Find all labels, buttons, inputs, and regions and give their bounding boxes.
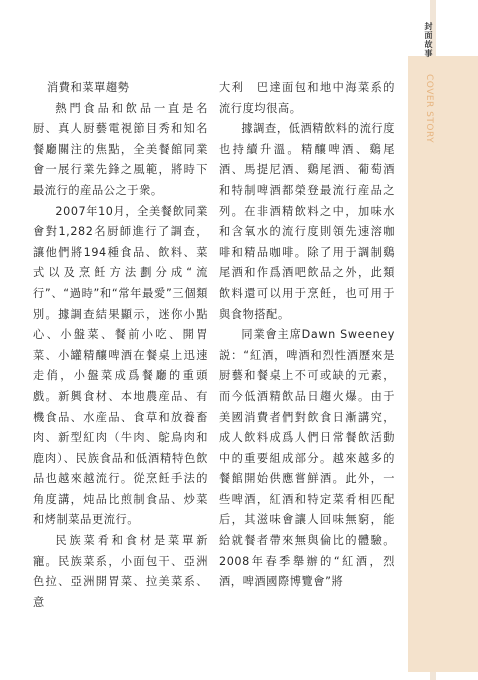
section-title-en: COVER STORY <box>424 74 434 144</box>
section-title-zh: 封面故事 <box>424 22 433 58</box>
paragraph: 據調查，低酒精飲料的流行度也持續升溫。精釀啤酒、鷄尾酒、馬提尼酒、鷄尾酒、葡萄酒和特制啤酒都榮登最流行産品之列。在非酒精飲料之中，加味水和含氧水的流行度則領先速溶咖啡和精品咖啡。除了用于調制鷄尾酒和作爲酒吧飲品之外，此類飲料還可以用于烹飪，也可用于與食物搭配。 <box>219 122 395 321</box>
paragraph: 大利 巴達面包和地中海菜系的流行度均很高。 <box>219 81 395 115</box>
paragraph: 2007年10月，全美餐飲同業會對1,282名厨師進行了調查，讓他們將194種食品、飲料、菜式以及烹飪方法劃分成“流行”、“過時”和“常年最愛”三個類別。據調查結果顯示，迷你小點心、小盤菜、餐前小吃、開胃菜、小罐精釀啤酒在餐桌上迅速走俏，小盤菜成爲餐廳的重頭戲。新興食材、本地農産品、有機食品、水産品、食草和放養畜肉、新型紅肉（牛肉、鴕鳥肉和鹿肉）、民族食品和低酒精特色飲品也越來越流行。從烹飪手法的角度講，炖品比煎制食品、炒菜和烤制菜品更流行。 <box>33 204 208 527</box>
paragraph: 同業會主席Dawn Sweeney説：“紅酒，啤酒和烈性酒歷來是厨藝和餐桌上不可或缺的元素，而今低酒精飲品日趨火爆。由于美國消費者們對飲食日漸講究，成人飲料成爲人們日常餐飲活動中的重要組成部分。越來越多的餐館開始供應嘗鮮酒。此外，一些啤酒，紅酒和特定菜肴相匹配后，其滋味會讓人回味無窮，能給就餐者帶來無與倫比的體驗。2008年春季舉辦的“紅酒，烈酒，啤酒國際博覽會”將 <box>219 328 395 589</box>
subheading: 消費和菜單趨勢 <box>47 81 130 94</box>
left-column <box>33 78 208 613</box>
section-sidebar <box>408 56 478 672</box>
paragraph: 民族菜肴和食材是菜單新寵。民族菜系，小面包干、亞洲色拉、亞洲開胃菜、拉美菜系、意 <box>33 534 208 609</box>
paragraph: 熱門食品和飲品一直是名厨、真人厨藝電視節目秀和知名餐廳關注的焦點，全美餐館同業會一展行業先鋒之風範，將時下最流行的産品公之于衆。 <box>33 101 208 197</box>
right-column <box>219 78 395 593</box>
